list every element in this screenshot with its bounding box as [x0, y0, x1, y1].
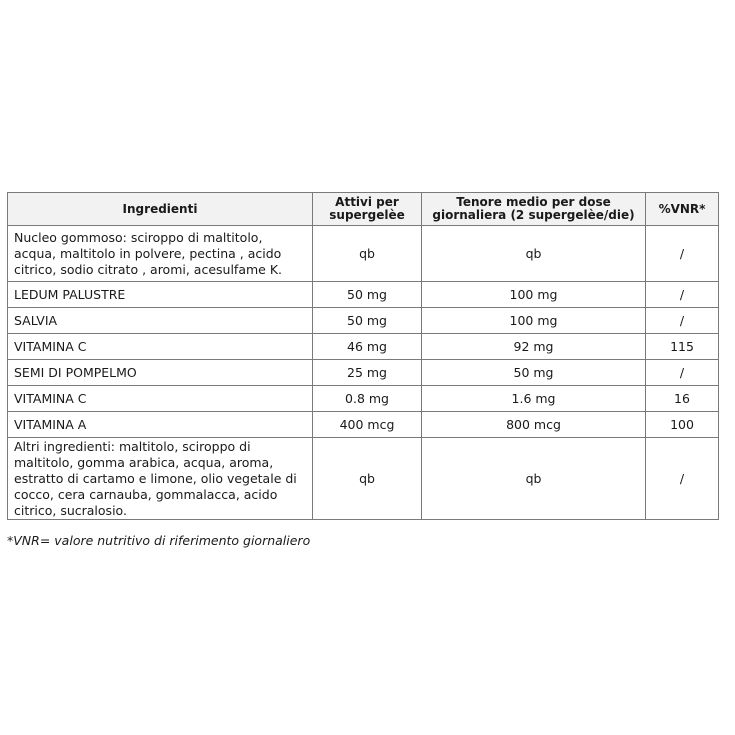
table-row	[8, 386, 719, 412]
ingredient-per-unit: 50 mg	[313, 308, 422, 334]
ingredient-per-unit: qb	[313, 226, 422, 282]
ingredient-name: SEMI DI POMPELMO	[8, 360, 313, 386]
header-vnr: %VNR*	[646, 193, 719, 226]
ingredient-vnr: /	[646, 438, 719, 520]
ingredient-daily: 1.6 mg	[422, 386, 646, 412]
ingredient-per-unit: 46 mg	[313, 334, 422, 360]
ingredient-daily: 92 mg	[422, 334, 646, 360]
ingredient-name: VITAMINA C	[8, 334, 313, 360]
table-row	[8, 282, 719, 308]
table-row	[8, 334, 719, 360]
ingredient-vnr: /	[646, 360, 719, 386]
ingredient-daily: 100 mg	[422, 282, 646, 308]
ingredient-name: SALVIA	[8, 308, 313, 334]
ingredients-table	[7, 192, 719, 520]
header-actives: Attivi per supergelèe	[313, 193, 422, 226]
ingredient-daily: 100 mg	[422, 308, 646, 334]
ingredient-vnr: /	[646, 308, 719, 334]
ingredient-per-unit: 25 mg	[313, 360, 422, 386]
ingredient-per-unit: 400 mcg	[313, 412, 422, 438]
ingredient-vnr: 16	[646, 386, 719, 412]
ingredients-table-container	[7, 192, 718, 520]
table-row	[8, 308, 719, 334]
table-row	[8, 412, 719, 438]
ingredient-name: VITAMINA A	[8, 412, 313, 438]
ingredient-per-unit: 0.8 mg	[313, 386, 422, 412]
ingredient-name: LEDUM PALUSTRE	[8, 282, 313, 308]
ingredient-vnr: /	[646, 282, 719, 308]
ingredient-name: Altri ingredienti: maltitolo, sciroppo di maltitolo, gomma arabica, acqua, aroma, estratto di cartamo e limone, olio vegetale di cocco, cera carnauba, gommalacca, acido citrico, sucralosio.	[8, 438, 313, 520]
table-header-row	[8, 193, 719, 226]
vnr-footnote: *VNR= valore nutritivo di riferimento giornaliero	[7, 533, 311, 548]
ingredient-per-unit: 50 mg	[313, 282, 422, 308]
ingredient-vnr: /	[646, 226, 719, 282]
ingredient-daily: qb	[422, 438, 646, 520]
ingredient-per-unit: qb	[313, 438, 422, 520]
ingredient-daily: 50 mg	[422, 360, 646, 386]
ingredient-vnr: 100	[646, 412, 719, 438]
table-row	[8, 226, 719, 282]
table-row	[8, 360, 719, 386]
ingredient-vnr: 115	[646, 334, 719, 360]
ingredient-daily: 800 mcg	[422, 412, 646, 438]
ingredient-name: Nucleo gommoso: sciroppo di maltitolo, acqua, maltitolo in polvere, pectina , acido citrico, sodio citrato , aromi, acesulfame K.	[8, 226, 313, 282]
ingredient-daily: qb	[422, 226, 646, 282]
table-row	[8, 438, 719, 520]
header-ingredients: Ingredienti	[8, 193, 313, 226]
header-daily-dose: Tenore medio per dose giornaliera (2 supergelèe/die)	[422, 193, 646, 226]
ingredient-name: VITAMINA C	[8, 386, 313, 412]
